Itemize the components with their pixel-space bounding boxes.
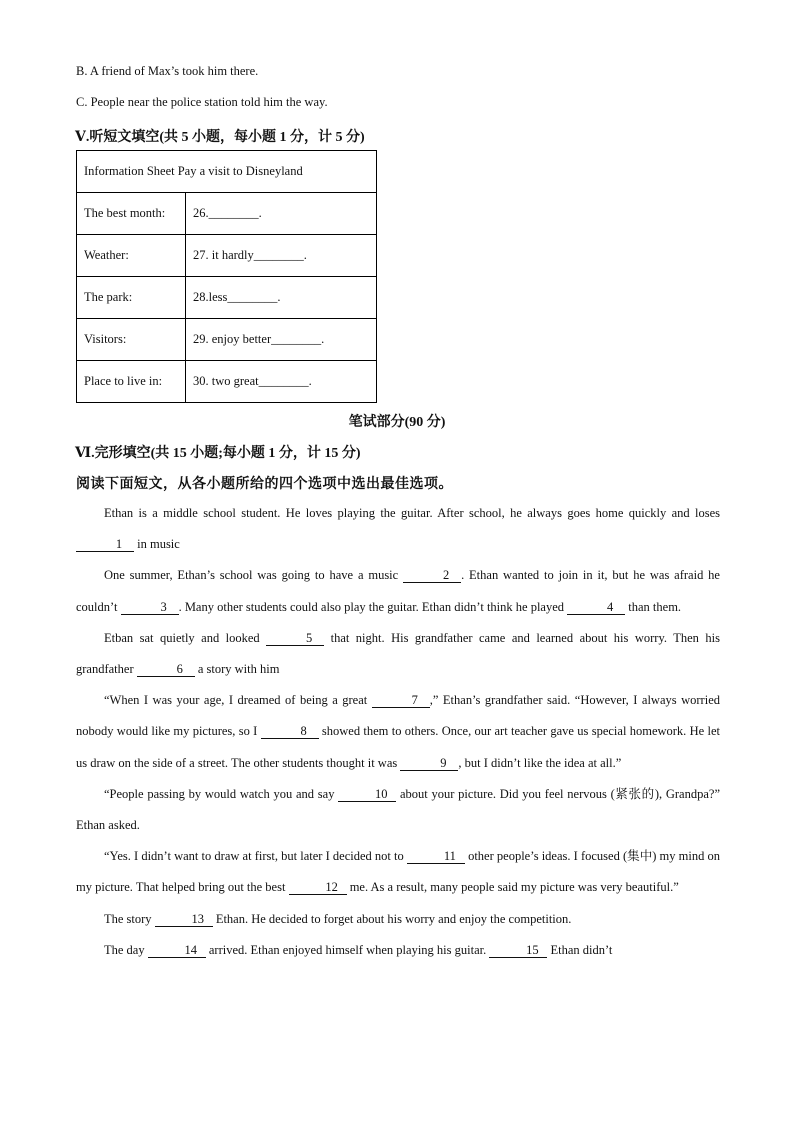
blank[interactable]: 14 [148,944,206,958]
table-row [77,277,377,319]
row-label: Place to live in: [77,361,186,403]
blank[interactable]: 5 [266,632,324,646]
written-part-title: 笔试部分(90 分) [348,415,446,430]
table-row [77,235,377,277]
table-title: Information Sheet Pay a visit to Disneyland [77,151,377,193]
paragraph: “When I was your age, I dreamed of being a great 7 ,” Ethan’s grandfather said. “However, I always worried nobody would like my pictures, so I 8 showed them to others. Once, our art teacher gave us special homework. He let us draw on the side of a street. The other students thought it was 9 , but I didn’t like the idea at all.” [76,693,720,770]
blank[interactable]: 11 [407,850,465,864]
row-value: 30. two great________. [186,361,377,403]
row-label: Weather: [77,235,186,277]
info-table [76,150,377,403]
option-c: C. People near the police station told him the way. [76,95,328,109]
section6-title: Ⅵ.完形填空(共 15 小题;每小题 1 分，计 15 分) [75,446,361,461]
blank[interactable]: 15 [489,944,547,958]
table-row [77,361,377,403]
blank[interactable]: 4 [567,601,625,615]
cloze-passage [76,498,720,966]
blank[interactable]: 8 [261,725,319,739]
section5-title: Ⅴ.听短文填空(共 5 小题，每小题 1 分，计 5 分) [75,130,365,145]
row-value: 26.________. [186,193,377,235]
row-label: The park: [77,277,186,319]
table-row [77,193,377,235]
paragraph: “Yes. I didn’t want to draw at first, but later I decided not to 11 other people’s ideas. I focused (集中) my mind on my picture. That helped bring out the best 12 me. As a result, many people said my picture was very beautiful.” [76,849,720,895]
option-b: B. A friend of Max’s took him there. [76,64,259,78]
blank[interactable]: 7 [372,694,430,708]
section6-instruction: 阅读下面短文，从各小题所给的四个选项中选出最佳选项。 [76,477,453,492]
paragraph: “People passing by would watch you and say 10 about your picture. Did you feel nervous (紧张的), Grandpa?” Ethan asked. [76,786,720,833]
table-row [77,319,377,361]
blank[interactable]: 9 [400,757,458,771]
paragraph: Etban sat quietly and looked 5 that night. His grandfather came and learned about his worry. Then his grandfather 6 a story with him [76,630,720,677]
blank[interactable]: 2 [403,569,461,583]
row-value: 27. it hardly________. [186,235,377,277]
paragraph: One summer, Ethan’s school was going to have a music 2 . Ethan wanted to join in it, but he was afraid he couldn’t 3 . Many other students could also play the guitar. Ethan didn’t think he played 4 than them. [76,568,720,614]
paragraph: The story 13 Ethan. He decided to forget about his worry and enjoy the competition. [104,911,572,926]
paragraph: The day 14 arrived. Ethan enjoyed himself when playing his guitar. 15 Ethan didn’t [104,942,613,957]
blank[interactable]: 10 [338,788,396,802]
row-label: Visitors: [77,319,186,361]
blank[interactable]: 6 [137,663,195,677]
row-label: The best month: [77,193,186,235]
blank[interactable]: 13 [155,913,213,927]
blank[interactable]: 12 [289,881,347,895]
blank[interactable]: 3 [121,601,179,615]
blank[interactable]: 1 [76,538,134,552]
row-value: 28.less________. [186,277,377,319]
row-value: 29. enjoy better________. [186,319,377,361]
paragraph: Ethan is a middle school student. He loves playing the guitar. After school, he always goes home quickly and loses 1 in music [76,498,720,560]
